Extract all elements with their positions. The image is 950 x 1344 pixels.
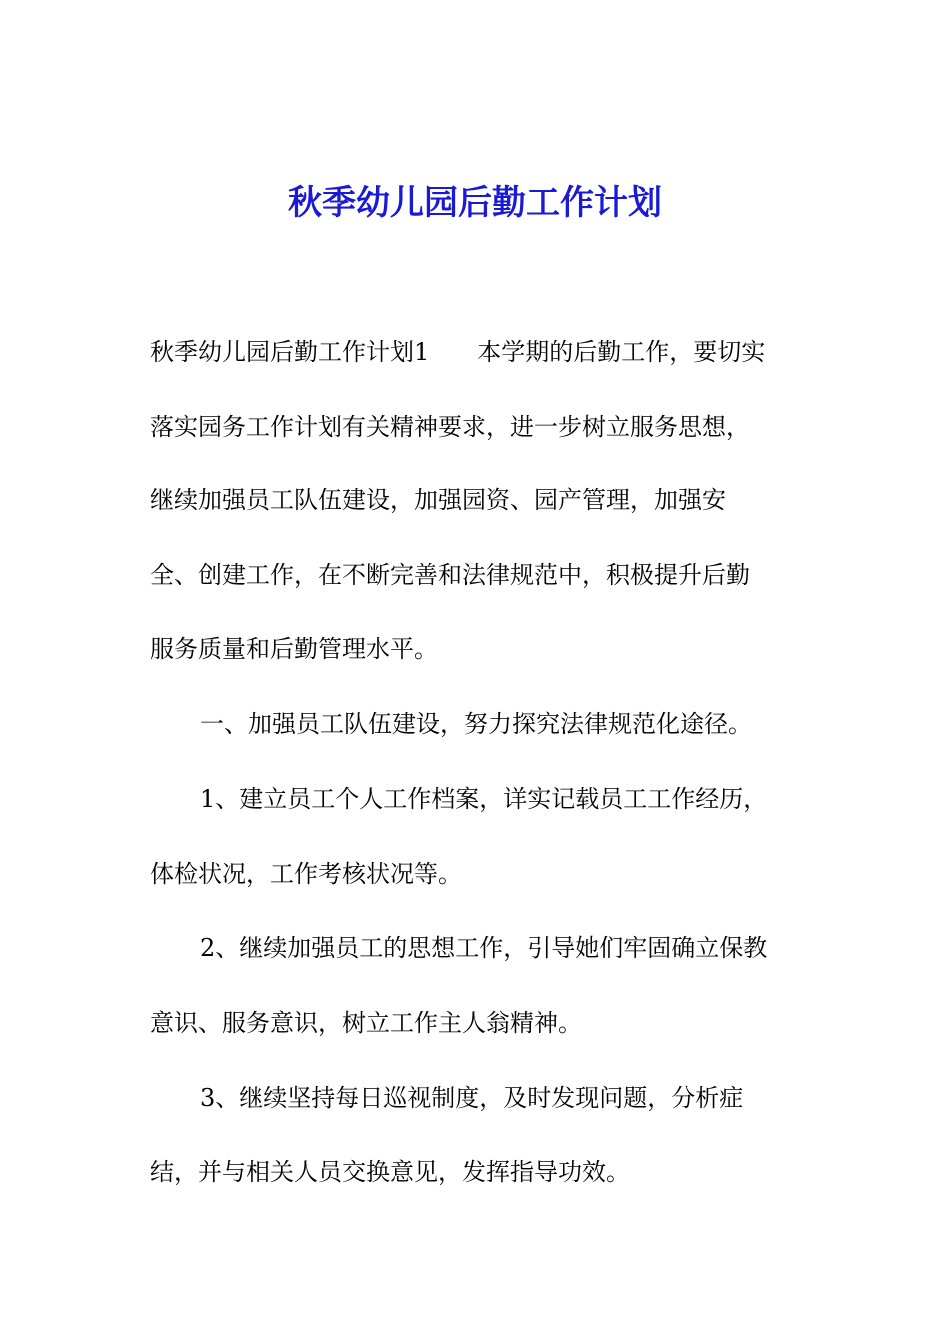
text-line-1: 秋季幼儿园后勤工作计划1 本学期的后勤工作，要切实: [150, 338, 766, 366]
list-item-1-line-1: 1、建立员工个人工作档案，详实记载员工工作经历，: [200, 785, 768, 813]
section-heading-1: 一、加强员工队伍建设，努力探究法律规范化途径。: [200, 710, 752, 738]
list-item-1-line-2: 体检状况，工作考核状况等。: [150, 860, 462, 888]
list-item-2-line-1: 2、继续加强员工的思想工作，引导她们牢固确立保教: [200, 934, 768, 962]
text-line-5: 服务质量和后勤管理水平。: [150, 635, 438, 663]
list-item-3-line-2: 结，并与相关人员交换意见，发挥指导功效。: [150, 1158, 630, 1186]
text-line-3: 继续加强员工队伍建设，加强园资、园产管理，加强安: [150, 486, 726, 514]
text-line-4: 全、创建工作，在不断完善和法律规范中，积极提升后勤: [150, 561, 750, 589]
list-item-3-line-1: 3、继续坚持每日巡视制度，及时发现问题，分析症: [200, 1084, 744, 1112]
page-title: 秋季幼儿园后勤工作计划: [288, 183, 662, 223]
text-line-2: 落实园务工作计划有关精神要求，进一步树立服务思想，: [150, 413, 750, 441]
list-item-2-line-2: 意识、服务意识，树立工作主人翁精神。: [150, 1009, 582, 1037]
